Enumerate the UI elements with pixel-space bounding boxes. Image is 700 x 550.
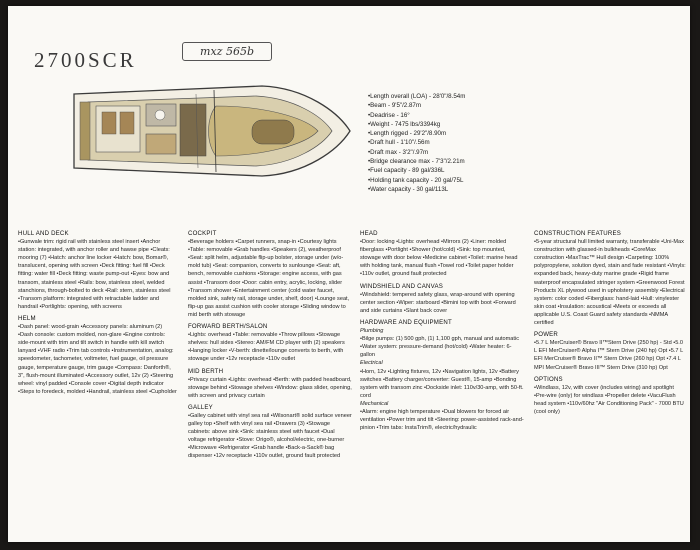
spec-item: •Water capacity - 30 gal/113L — [368, 185, 449, 193]
spec-item: •Deadrise - 16° — [368, 111, 410, 119]
feature-column-3 — [360, 230, 524, 434]
section-body: •Privacy curtain •Lights: overhead •Berth: with padded headboard, stowage behind •Stowage shelves •Window: glass slider, opening, with screen and privacy curtain — [188, 376, 352, 399]
spec-item: •Weight - 7475 lbs/3394kg — [368, 120, 441, 128]
section-options — [534, 376, 686, 416]
spec-item: •Draft hull - 1'10"/.56m — [368, 139, 430, 147]
section-heading: OPTIONS — [534, 375, 563, 383]
section-body: •Beverage holders •Carpet runners, snap-in •Courtesy lights •Table: removable •Grab handles •Speakers (2), weatherproof •Seat: split helm, adjustable flip-up bolster, storage under (w/o-mold tub) •Seat: companion, converts to sunlounge •Seat: aft, bench, removable cushions •Storage: engine access, with gas assist •Transom door •Door: cabin entry, acrylic, locking, slider •Transom shower •Entertainment center (cold water faucet, molded sink, safety rail, storage under, shelf, door) •Lounge seat, flip-up gas assist cushion with cooler storage •Sliding window to mid berth with stowage — [188, 239, 350, 318]
spec-item: •Length rigged - 29'2"/8.90m — [368, 130, 447, 138]
subheading-electrical: Electrical — [360, 360, 383, 367]
section-forward-berth-salon — [188, 323, 352, 363]
section-body: •Alarm: engine high temperature •Dual blowers for forced air ventilation •Power trim and tilt •Steering: power-assisted rack-and-pinion •Trim tabs: InstaTrim®, electric/hydraulic — [360, 408, 524, 432]
spec-item: •Fuel capacity - 89 gal/336L — [368, 167, 445, 175]
section-body: •Door: locking •Lights: overhead •Mirrors (2) •Liner: molded fiberglass •Portlight •Shower (hot/cold) •Sink: top mounted, stowage with door below •Medicine cabinet •Toilet: marine head with holding tank, manual flush •Towel rod •Toilet paper holder •110v outlet, ground fault protected — [360, 239, 518, 278]
section-heading: FORWARD BERTH/SALON — [188, 323, 268, 331]
section-heading: CONSTRUCTION FEATURES — [534, 230, 622, 237]
section-galley — [188, 404, 352, 461]
section-windshield-and-canvas — [360, 283, 524, 315]
spec-item: •Holding tank capacity - 20 gal/75L — [368, 176, 464, 184]
section-heading: WINDSHIELD AND CANVAS — [360, 282, 443, 290]
section-body: •Windshield: tempered safety glass, wrap-around with opening center section •Wiper: starboard •Bimini top with boot •Forward and side curtains •Slant back cover — [360, 291, 516, 314]
section-heading: HARDWARE AND EQUIPMENT — [360, 318, 452, 326]
feature-column-1 — [18, 230, 178, 398]
section-heading: COCKPIT — [188, 230, 217, 237]
boat-deck-plan-illustration — [66, 76, 356, 186]
section-body: •Horn, 12v •Lighting fixtures, 12v •Navigation lights, 12v •Battery switches •Battery charger/converter: Guest®, 15-amp •Bonding system with transom zinc •Dockside inlet: 110v/30-amp, with 50-ft. cord — [360, 368, 524, 399]
section-body: •Bilge pumps: (1) 500 gph, (1) 1,100 gph, manual and automatic •Water system: pressure-demand (hot/cold) •Water heater: 6-gallon — [360, 336, 519, 359]
section-hardware-and-equipment — [360, 319, 524, 432]
section-body: •5.7 L MerCruiser® Bravo II™Stern Drive (250 hp) - Std •5.0 L EFI MerCruiser® Alpha I™ Stern Drive (240 hp) Opt •5.7 L EFI MerCruiser® Bravo II™ Stern Drive (260 hp) Opt •7.4 L MPI MerCruiser® Bravo III™ Stern Drive (310 hp) Opt — [534, 340, 683, 371]
section-helm — [18, 315, 178, 396]
section-construction-features — [534, 230, 686, 327]
feature-column-4 — [534, 230, 686, 418]
section-body: •Dash panel: wood-grain •Accessory panels: aluminum (2) •Dash console: custom molded, non-glare •Engine controls: side-mount with trim and tilt switch in handle with kill switch lanyard •VHF radio •Trim tab controls •Instrumentation, analog: speedometer, tachometer, voltmeter, fuel gauge, oil pressure gauge, temperature gauge, trim gauge •Compass: Danforth®, 3", flush-mount illuminated •Accessory outlet, 12v (2) •Steering wheel: vinyl padded •Console cover •Digital depth indicator •Steps to foredeck, molded •Handrail, stainless steel •Cupholder — [18, 324, 177, 395]
spec-item: •Beam - 9'5"/2.87m — [368, 102, 422, 110]
spec-item: •Length overall (LOA) - 28'0"/8.54m — [368, 93, 466, 100]
section-power — [534, 331, 686, 371]
section-mid-berth — [188, 368, 352, 400]
section-body: •5-year structural hull limited warranty, transferable •Uni-Max construction with glassed-in bulkheads •CoreMax construction •MaxTrac™ Hull design •Carpeting: 100% polypropylene, solution dyed, stain and fade resistant •Vinyls: expanded back, heavy-duty marine grade •Rigid frame waterproof encapsulated stringer system •Greenwood Forest Products XL plywood used in upholstery assembly •Electrical system: color coded •Fiberglass: hand-laid •Hull: vinylester skin coat •Insulation: acoustical •Meets or exceeds all applicable U.S. Coast Guard safety standards •NMMA certified — [534, 239, 686, 327]
section-body: •Lights: overhead •Table: removable •Throw pillows •Stowage shelves: hull sides •Stereo: AM/FM CD player with (2) speakers •Hanging locker •V-berth: dinette/lounge converts to berth, with stowage under •12v receptacle •110v outlet — [188, 332, 345, 363]
section-body: •Gunwale trim: rigid rail with stainless steel insert •Anchor station: integrated, with anchor roller and hawse pipe •Cleats: mooring (7) •Hatch: anchor line locker •Hatch: bow, Bomar®, translucent, opening with screen •Deck fitting: fuel fill •Deck fitting: water fill •Deck fitting: waste pump-out •Eyes: bow and transom, stainless steel •Rails: bow, stainless steel, welded stanchions, through-bolted to deck •Rail: stern, stainless steel •Transom platform: integrated with retractable ladder and handrail •Portlights: opening, with screens — [18, 239, 171, 310]
subheading-mechanical: Mechanical — [360, 400, 389, 407]
section-hull-and-deck — [18, 230, 178, 311]
section-heading: POWER — [534, 331, 559, 339]
spec-item: •Draft max - 3'2"/.97m — [368, 148, 429, 156]
brochure-page — [8, 6, 690, 542]
model-title: 2700SCR — [34, 48, 137, 72]
section-heading: GALLEY — [188, 403, 213, 411]
section-heading: HEAD — [360, 230, 378, 237]
section-head — [360, 230, 524, 279]
section-cockpit — [188, 230, 352, 319]
specifications-list — [368, 92, 538, 194]
handwritten-tag: mxz 565b — [182, 42, 272, 61]
section-heading: HULL AND DECK — [18, 230, 69, 237]
section-body: •Windlass, 12v, with cover (includes wiring) and spotlight •Pre-wire (only) for windlass •Propeller delete •VacuFlush head system •110v/60hz "Air Conditioning Pack" - 7000 BTU (cool only) — [534, 384, 684, 415]
spec-item: •Bridge clearance max - 7'3"/2.21m — [368, 158, 465, 166]
section-heading: MID BERTH — [188, 367, 224, 375]
feature-column-2 — [188, 230, 352, 463]
section-body: •Galley cabinet with vinyl sea rail •Wilsonart® solid surface veneer galley top •Shelf with vinyl sea rail •Drawers (3) •Stowage cabinets: above sink •Sink: stainless steel with faucet •Dual voltage refrigerator •Stove: Origo®, alcohol/electric, one-burner •Microwave •Refrigerator •Grab handle •Back-a-Sack® bag dispenser •12v receptacle •110v outlet, ground fault protected — [188, 412, 352, 460]
section-heading: HELM — [18, 314, 36, 322]
subheading-plumbing: Plumbing — [360, 328, 384, 335]
